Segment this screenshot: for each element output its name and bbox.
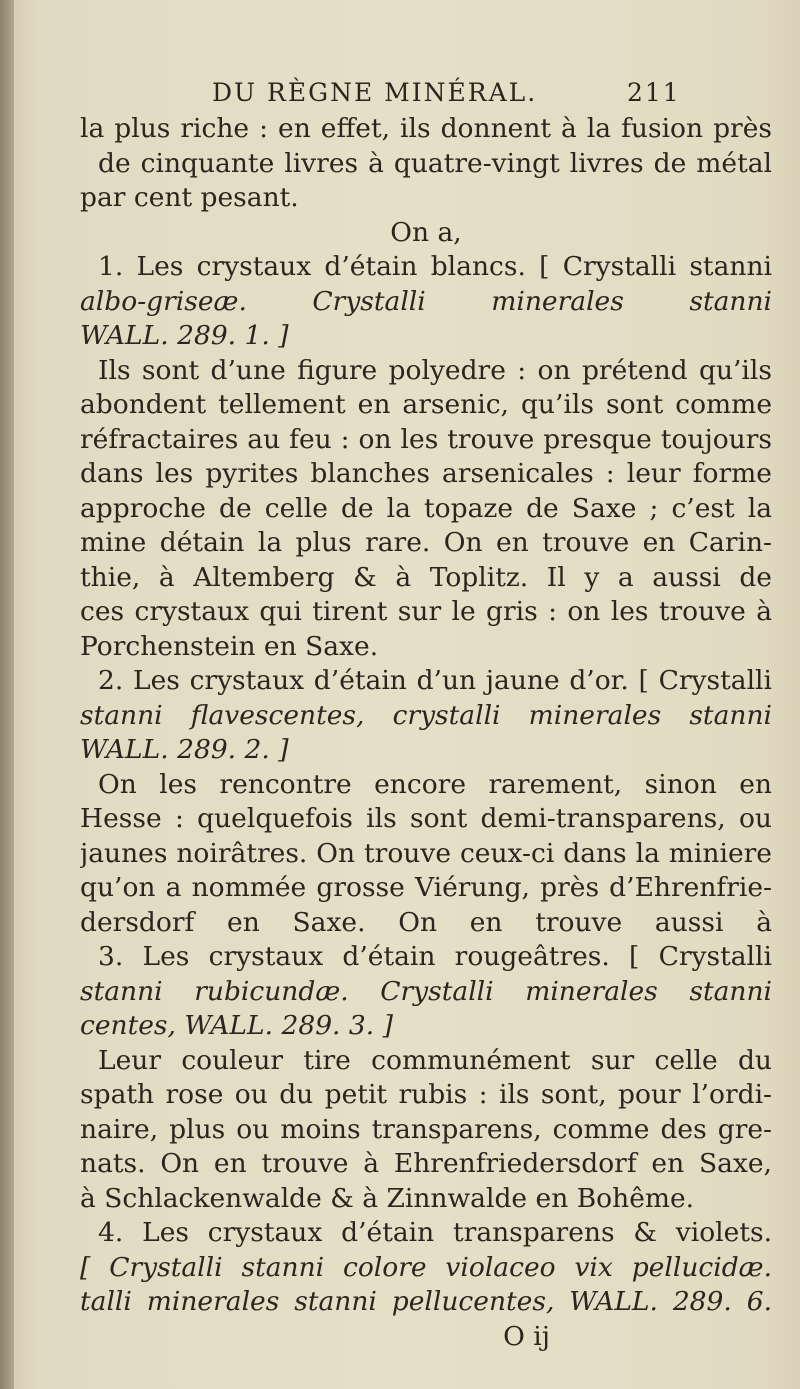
text-line: à Schlackenwalde & à Zinnwalde en Bohême. (80, 1182, 695, 1214)
text-line: [ Crystalli stanni colore violaceo vix pellucidæ. (80, 1251, 772, 1283)
running-title: DU RÈGNE MINÉRAL. (212, 78, 538, 107)
text-line: 3. Les crystaux d’étain rougeâtres. [ Crystalli (98, 941, 772, 972)
page-gutter-shadow (0, 0, 14, 1389)
body-text (80, 112, 772, 1354)
text-line: ces crystaux qui tirent sur le gris : on les trouve à (80, 596, 772, 627)
text-line: talli minerales stanni pellucentes, WALL. 289. 6. (80, 1286, 772, 1317)
text-line: 1. Les crystaux d’étain blancs. [ Crystalli stanni (98, 251, 772, 282)
text-line: On les rencontre encore rarement, sinon en (98, 768, 772, 800)
text-line: la plus riche : en effet, ils donnent à la fusion près (80, 113, 772, 144)
text-line: spath rose ou du petit rubis : ils sont, pour l’ordi- (80, 1079, 772, 1110)
page-number: 211 (627, 78, 681, 107)
text-line: jaunes noirâtres. On trouve ceux-ci dans la miniere (80, 837, 772, 869)
text-line: 4. Les crystaux d’étain transparens & violets. (98, 1217, 772, 1248)
text-line: Hesse : quelquefois ils sont demi-transparens, ou (80, 803, 772, 834)
text-line: réfractaires au feu : on les trouve presque toujours (80, 423, 772, 455)
text-line: Ils sont d’une figure polyedre : on prétend qu’ils (98, 354, 772, 386)
text-line: Porchenstein en Saxe. (80, 630, 379, 662)
text-line: par cent pesant. (80, 182, 299, 213)
text-line: dans les pyrites blanches arsenicales : leur forme (80, 458, 772, 489)
text-line: WALL. 289. 2. ] (80, 734, 289, 765)
text-line: de cinquante livres à quatre-vingt livres de métal (98, 147, 772, 179)
catchword: O ij (503, 1320, 550, 1352)
text-line: stanni rubicundæ. Crystalli minerales stanni (80, 975, 772, 1007)
text-line: approche de celle de la topaze de Saxe ; c’est la (80, 492, 772, 524)
text-line: 2. Les crystaux d’étain d’un jaune d’or. [ Crystalli (98, 665, 772, 696)
text-line: stanni flavescentes, crystalli minerales stanni (80, 699, 772, 731)
text-line: On a, (390, 216, 462, 248)
text-line: mine détain la plus rare. On en trouve en Carin- (80, 527, 772, 558)
text-line: qu’on a nommée grosse Viérung, près d’Ehrenfrie- (80, 872, 772, 903)
text-line: nats. On en trouve à Ehrenfriedersdorf en Saxe, (80, 1148, 772, 1179)
text-line: thie, à Altemberg & à Toplitz. Il y a aussi de (80, 561, 772, 593)
text-line: naire, plus ou moins transparens, comme des gre- (80, 1113, 772, 1145)
text-line: WALL. 289. 1. ] (80, 320, 289, 351)
text-line: dersdorf en Saxe. On en trouve aussi à (80, 906, 772, 938)
text-line: Leur couleur tire communément sur celle du (98, 1044, 772, 1076)
text-line: abondent tellement en arsenic, qu’ils sont comme (80, 389, 772, 420)
text-line: centes, WALL. 289. 3. ] (80, 1010, 393, 1041)
text-line: albo-griseæ. Crystalli minerales stanni (80, 285, 772, 317)
